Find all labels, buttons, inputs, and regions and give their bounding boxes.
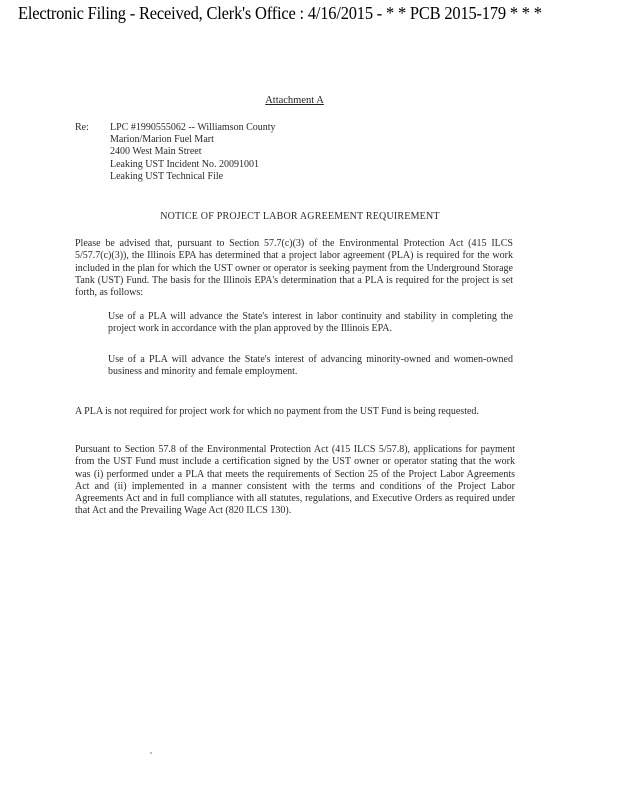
attachment-title: Attachment A [265, 95, 324, 106]
basis-item-labor-continuity: Use of a PLA will advance the State's interest in labor continuity and stability in completing the project work in accordance with the plan approved by the Illinois EPA. [108, 311, 513, 335]
notice-heading: NOTICE OF PROJECT LABOR AGREEMENT REQUIREMENT [160, 211, 440, 222]
basis-item-minority-business: Use of a PLA will advance the State's interest of advancing minority-owned and women-owned business and minority and female employment. [108, 354, 513, 378]
filing-stamp-header: Electronic Filing - Received, Clerk's Office : 4/16/2015 - * * PCB 2015-179 * * * [18, 3, 542, 23]
re-line-site: Marion/Marion Fuel Mart [110, 134, 214, 146]
re-line-incident: Leaking UST Incident No. 20091001 [110, 158, 259, 170]
certification-paragraph: Pursuant to Section 57.8 of the Environmental Protection Act (415 ILCS 5/57.8), applications for payment from the UST Fund must include a certification signed by the UST owner or operator stating that the work was (i) performed under a PLA that meets the requirements of Section 25 of the Project Labor Agreements Act and (ii) implemented in a manner consistent with the terms and conditions of the Project Labor Agreements Act and in full compliance with all statutes, regulations, and Executive Orders as required under that Act and the Prevailing Wage Act (820 ILCS 130). [75, 444, 515, 517]
re-line-lpc: LPC #1990555062 -- Williamson County [110, 122, 276, 133]
scan-speck [150, 752, 152, 754]
re-reference-block [110, 122, 276, 183]
intro-paragraph: Please be advised that, pursuant to Section 57.7(c)(3) of the Environmental Protection Act (415 ILCS 5/57.7(c)(3)), the Illinois EPA has determined that a project labor agreement (PLA) is required for the work included in the plan for which the UST owner or operator is seeking payment from the Underground Storage Tank (UST) Fund. The basis for the Illinois EPA's determination that a PLA is required for the project is set forth, as follows: [75, 238, 513, 299]
re-line-file: Leaking UST Technical File [110, 170, 224, 182]
re-label: Re: [75, 122, 89, 133]
pla-not-required-paragraph: A PLA is not required for project work for which no payment from the UST Fund is being requested. [75, 406, 479, 417]
re-line-address: 2400 West Main Street [110, 146, 202, 158]
